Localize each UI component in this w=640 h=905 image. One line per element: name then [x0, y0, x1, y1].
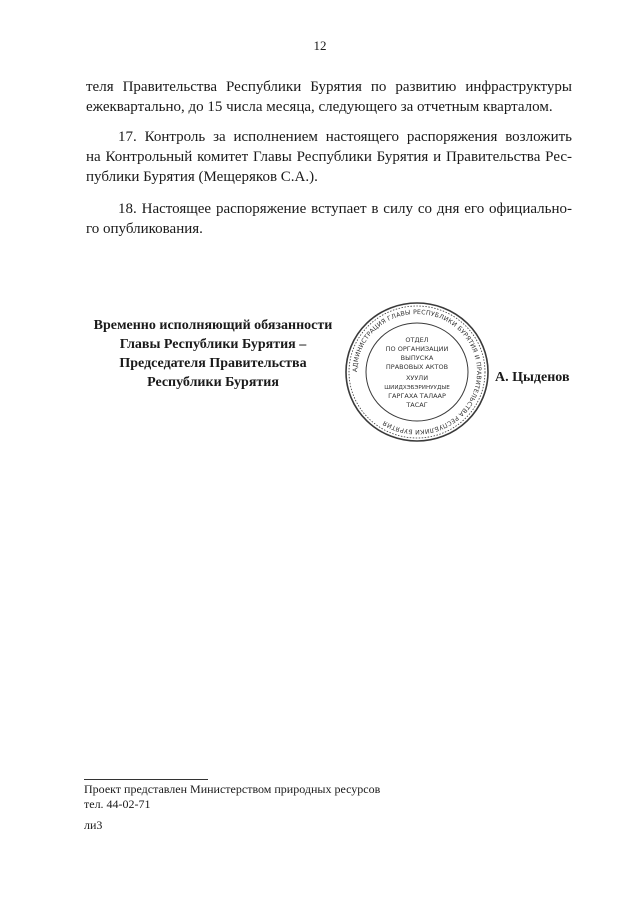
footnote-divider: [84, 779, 208, 780]
signatory-position: [78, 316, 348, 392]
typist-initials: ли3: [84, 818, 103, 832]
paragraph-16-continuation: [86, 77, 572, 117]
seal-line: ХУУЛИ: [405, 374, 429, 382]
seal-line: ПО ОРГАНИЗАЦИИ: [385, 345, 449, 353]
footnote-line: Проект представлен Министерством природных ресурсов: [84, 782, 381, 796]
paragraph-line: 17. Контроль за исполнением настоящего распоряжения возложить: [118, 129, 572, 145]
seal-line: ПРАВОВЫХ АКТОВ: [385, 363, 449, 371]
signatory-position-line: Председателя Правительства: [119, 356, 307, 371]
footnote-line: тел. 44-02-71: [84, 797, 151, 811]
signatory-position-line: Республики Бурятия: [147, 375, 279, 390]
paragraph-line: теля Правительства Республики Бурятия по развитию инфраструктуры: [86, 79, 572, 95]
seal-line: ГАРГАХА ТАЛААР: [388, 392, 446, 400]
footnote: [84, 782, 380, 812]
seal-line: ШИИДХЭБЭРИНУУДЫЕ: [384, 385, 450, 391]
seal-line: ТАСАГ: [406, 401, 428, 409]
paragraph-line: го опубликования.: [86, 221, 203, 237]
official-seal-stamp: [342, 300, 492, 445]
page-number: 12: [313, 38, 327, 53]
seal-line: ОТДЕЛ: [405, 336, 429, 344]
signatory-name: А. Цыденов: [495, 370, 570, 385]
paragraph-18: [86, 199, 572, 239]
signatory-position-line: Главы Республики Бурятия –: [119, 337, 307, 352]
seal-ring-text: АДМИНИСТРАЦИЯ ГЛАВЫ РЕСПУБЛИКИ БУРЯТИЯ И ПРАВИТЕЛЬСТВА РЕСПУБЛИКИ БУРЯТИЯ: [351, 308, 483, 436]
paragraph-line: на Контрольный комитет Главы Республики Бурятия и Правительства Рес-: [86, 149, 572, 165]
paragraph-line: 18. Настоящее распоряжение вступает в силу со дня его официально-: [118, 201, 572, 217]
paragraph-line: ежеквартально, до 15 числа месяца, следующего за отчетным кварталом.: [86, 99, 553, 115]
seal-line: ВЫПУСКА: [400, 354, 434, 362]
signatory-position-line: Временно исполняющий обязанности: [93, 318, 333, 333]
svg-text:АДМИНИСТРАЦИЯ ГЛАВЫ РЕСПУБЛИКИ: [352, 309, 482, 435]
paragraph-line: публики Бурятия (Мещеряков С.А.).: [86, 169, 318, 185]
paragraph-17: [86, 127, 572, 187]
